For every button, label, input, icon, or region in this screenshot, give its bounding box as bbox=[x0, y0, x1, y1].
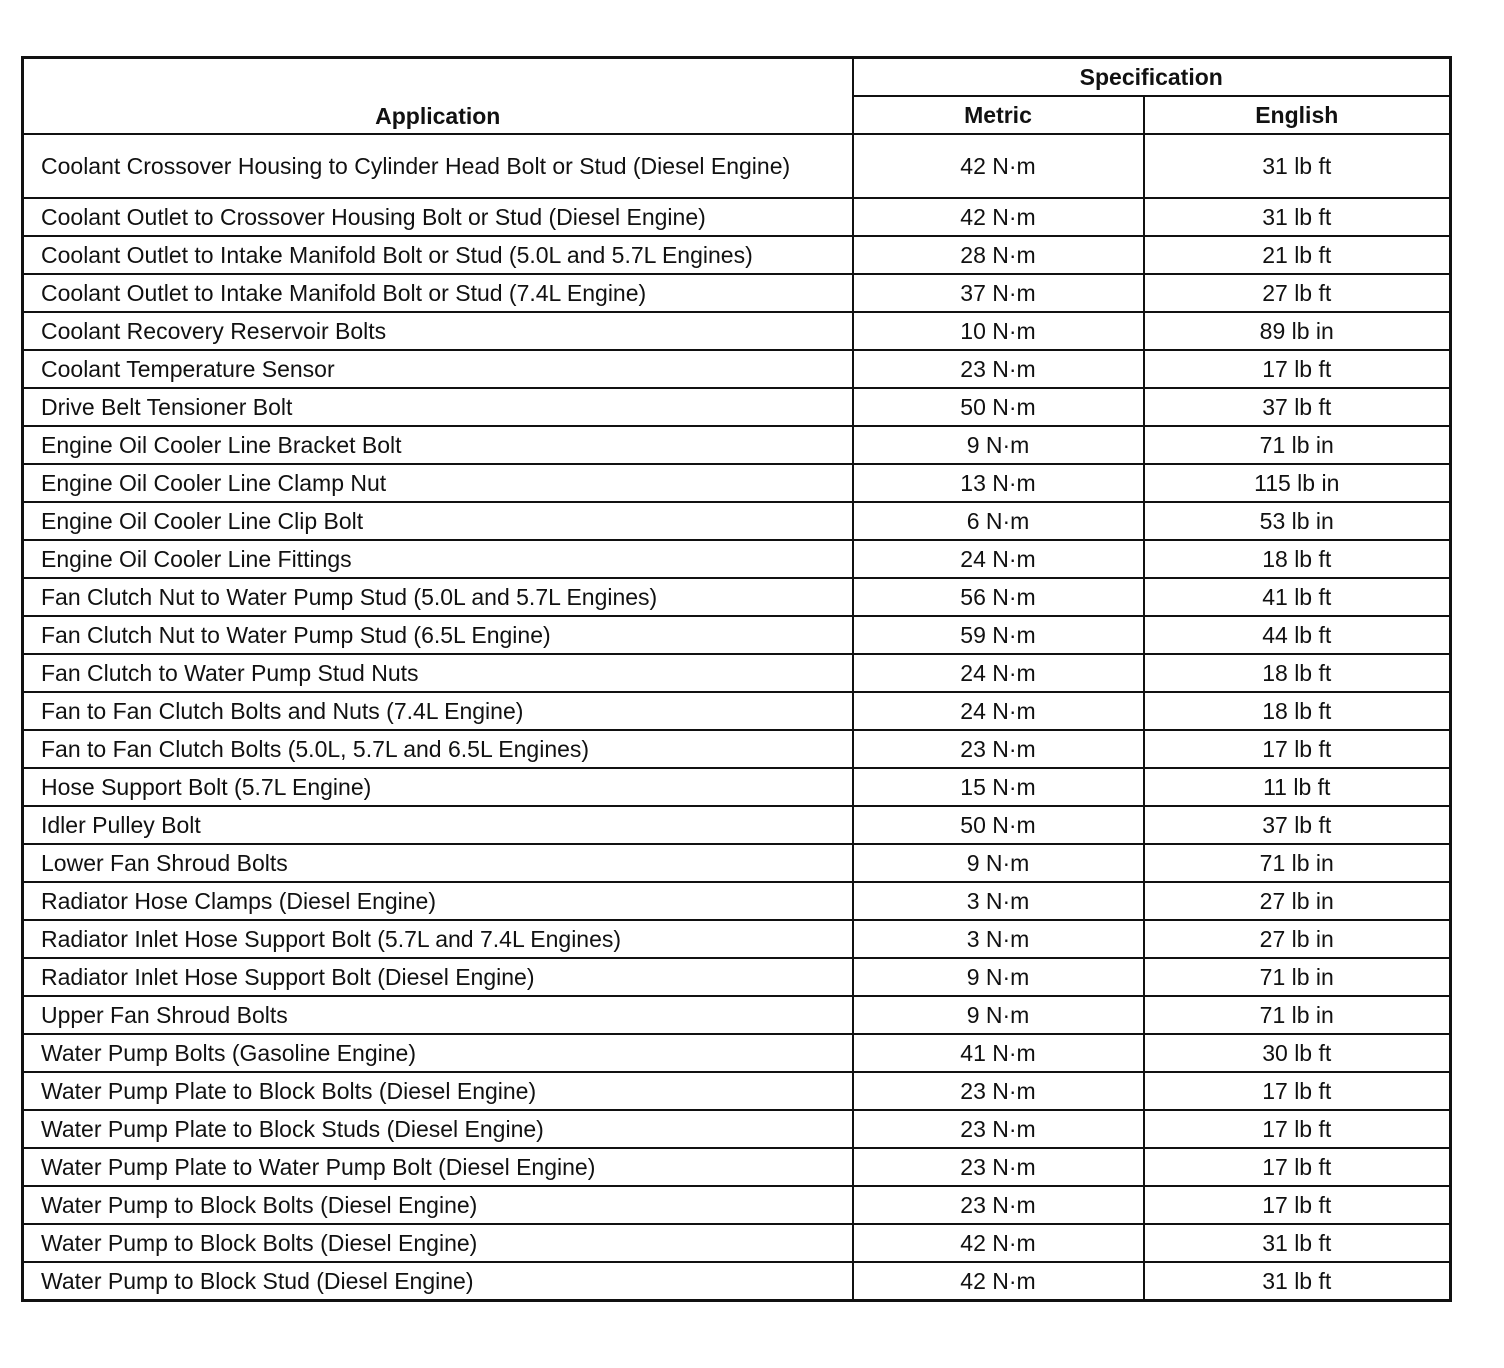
torque-spec-table bbox=[21, 56, 1452, 1302]
metric-cell: 24 N·m bbox=[853, 540, 1144, 578]
english-cell: 27 lb in bbox=[1144, 920, 1451, 958]
table-row bbox=[23, 920, 1451, 958]
metric-cell: 42 N·m bbox=[853, 1224, 1144, 1262]
table-row bbox=[23, 1186, 1451, 1224]
application-cell: Water Pump Bolts (Gasoline Engine) bbox=[23, 1034, 853, 1072]
application-cell: Water Pump to Block Bolts (Diesel Engine) bbox=[23, 1224, 853, 1262]
application-cell: Fan to Fan Clutch Bolts and Nuts (7.4L Engine) bbox=[23, 692, 853, 730]
application-cell: Engine Oil Cooler Line Clip Bolt bbox=[23, 502, 853, 540]
table-row bbox=[23, 502, 1451, 540]
table-row bbox=[23, 198, 1451, 236]
application-cell: Coolant Temperature Sensor bbox=[23, 350, 853, 388]
table-row bbox=[23, 388, 1451, 426]
table-row bbox=[23, 1224, 1451, 1262]
english-cell: 18 lb ft bbox=[1144, 540, 1451, 578]
metric-cell: 42 N·m bbox=[853, 134, 1144, 198]
application-cell: Fan Clutch Nut to Water Pump Stud (6.5L Engine) bbox=[23, 616, 853, 654]
metric-cell: 9 N·m bbox=[853, 844, 1144, 882]
table-body bbox=[23, 134, 1451, 1301]
application-cell: Engine Oil Cooler Line Fittings bbox=[23, 540, 853, 578]
english-cell: 31 lb ft bbox=[1144, 1224, 1451, 1262]
english-cell: 37 lb ft bbox=[1144, 388, 1451, 426]
application-cell: Lower Fan Shroud Bolts bbox=[23, 844, 853, 882]
application-cell: Water Pump Plate to Block Bolts (Diesel Engine) bbox=[23, 1072, 853, 1110]
table-row bbox=[23, 768, 1451, 806]
application-cell: Drive Belt Tensioner Bolt bbox=[23, 388, 853, 426]
table-row bbox=[23, 578, 1451, 616]
application-cell: Water Pump to Block Stud (Diesel Engine) bbox=[23, 1262, 853, 1301]
table-row bbox=[23, 1034, 1451, 1072]
metric-cell: 13 N·m bbox=[853, 464, 1144, 502]
table-row bbox=[23, 1148, 1451, 1186]
application-cell: Upper Fan Shroud Bolts bbox=[23, 996, 853, 1034]
english-cell: 44 lb ft bbox=[1144, 616, 1451, 654]
english-cell: 21 lb ft bbox=[1144, 236, 1451, 274]
application-cell: Radiator Inlet Hose Support Bolt (5.7L and 7.4L Engines) bbox=[23, 920, 853, 958]
application-cell: Water Pump Plate to Water Pump Bolt (Diesel Engine) bbox=[23, 1148, 853, 1186]
english-cell: 18 lb ft bbox=[1144, 692, 1451, 730]
table-row bbox=[23, 464, 1451, 502]
english-cell: 30 lb ft bbox=[1144, 1034, 1451, 1072]
application-cell: Fan Clutch Nut to Water Pump Stud (5.0L and 5.7L Engines) bbox=[23, 578, 853, 616]
english-cell: 89 lb in bbox=[1144, 312, 1451, 350]
metric-cell: 28 N·m bbox=[853, 236, 1144, 274]
metric-cell: 23 N·m bbox=[853, 1148, 1144, 1186]
application-cell: Radiator Inlet Hose Support Bolt (Diesel Engine) bbox=[23, 958, 853, 996]
english-cell: 17 lb ft bbox=[1144, 1148, 1451, 1186]
english-cell: 17 lb ft bbox=[1144, 730, 1451, 768]
english-cell: 71 lb in bbox=[1144, 844, 1451, 882]
metric-cell: 23 N·m bbox=[853, 730, 1144, 768]
metric-cell: 6 N·m bbox=[853, 502, 1144, 540]
english-cell: 71 lb in bbox=[1144, 426, 1451, 464]
english-cell: 17 lb ft bbox=[1144, 1110, 1451, 1148]
metric-cell: 9 N·m bbox=[853, 958, 1144, 996]
english-cell: 31 lb ft bbox=[1144, 1262, 1451, 1301]
english-cell: 17 lb ft bbox=[1144, 1186, 1451, 1224]
english-cell: 18 lb ft bbox=[1144, 654, 1451, 692]
table-row bbox=[23, 616, 1451, 654]
metric-cell: 15 N·m bbox=[853, 768, 1144, 806]
english-cell: 41 lb ft bbox=[1144, 578, 1451, 616]
metric-cell: 9 N·m bbox=[853, 426, 1144, 464]
english-cell: 31 lb ft bbox=[1144, 198, 1451, 236]
application-cell: Fan to Fan Clutch Bolts (5.0L, 5.7L and 6.5L Engines) bbox=[23, 730, 853, 768]
english-cell: 37 lb ft bbox=[1144, 806, 1451, 844]
metric-cell: 56 N·m bbox=[853, 578, 1144, 616]
english-cell: 115 lb in bbox=[1144, 464, 1451, 502]
metric-cell: 9 N·m bbox=[853, 996, 1144, 1034]
table-row bbox=[23, 134, 1451, 198]
specification-header: Specification bbox=[853, 58, 1451, 97]
application-cell: Coolant Outlet to Crossover Housing Bolt or Stud (Diesel Engine) bbox=[23, 198, 853, 236]
metric-cell: 10 N·m bbox=[853, 312, 1144, 350]
metric-header: Metric bbox=[853, 96, 1144, 134]
application-cell: Radiator Hose Clamps (Diesel Engine) bbox=[23, 882, 853, 920]
application-cell: Engine Oil Cooler Line Clamp Nut bbox=[23, 464, 853, 502]
table-row bbox=[23, 996, 1451, 1034]
metric-cell: 23 N·m bbox=[853, 350, 1144, 388]
application-cell: Coolant Outlet to Intake Manifold Bolt or Stud (5.0L and 5.7L Engines) bbox=[23, 236, 853, 274]
metric-cell: 23 N·m bbox=[853, 1186, 1144, 1224]
metric-cell: 23 N·m bbox=[853, 1110, 1144, 1148]
table-header bbox=[23, 58, 1451, 135]
table-row bbox=[23, 312, 1451, 350]
table-row bbox=[23, 426, 1451, 464]
english-cell: 71 lb in bbox=[1144, 958, 1451, 996]
metric-cell: 50 N·m bbox=[853, 388, 1144, 426]
application-cell: Idler Pulley Bolt bbox=[23, 806, 853, 844]
application-cell: Water Pump to Block Bolts (Diesel Engine) bbox=[23, 1186, 853, 1224]
application-cell: Coolant Outlet to Intake Manifold Bolt or Stud (7.4L Engine) bbox=[23, 274, 853, 312]
table-row bbox=[23, 540, 1451, 578]
metric-cell: 59 N·m bbox=[853, 616, 1144, 654]
metric-cell: 37 N·m bbox=[853, 274, 1144, 312]
application-cell: Coolant Crossover Housing to Cylinder Head Bolt or Stud (Diesel Engine) bbox=[23, 134, 853, 198]
table-row bbox=[23, 844, 1451, 882]
application-cell: Hose Support Bolt (5.7L Engine) bbox=[23, 768, 853, 806]
english-cell: 71 lb in bbox=[1144, 996, 1451, 1034]
application-cell: Coolant Recovery Reservoir Bolts bbox=[23, 312, 853, 350]
application-cell: Fan Clutch to Water Pump Stud Nuts bbox=[23, 654, 853, 692]
metric-cell: 23 N·m bbox=[853, 1072, 1144, 1110]
table-row bbox=[23, 274, 1451, 312]
english-cell: 17 lb ft bbox=[1144, 1072, 1451, 1110]
metric-cell: 42 N·m bbox=[853, 1262, 1144, 1301]
english-cell: 53 lb in bbox=[1144, 502, 1451, 540]
metric-cell: 24 N·m bbox=[853, 692, 1144, 730]
metric-cell: 42 N·m bbox=[853, 198, 1144, 236]
table-row bbox=[23, 806, 1451, 844]
english-cell: 27 lb in bbox=[1144, 882, 1451, 920]
table-row bbox=[23, 958, 1451, 996]
english-cell: 11 lb ft bbox=[1144, 768, 1451, 806]
table-row bbox=[23, 1110, 1451, 1148]
table-row bbox=[23, 730, 1451, 768]
header-row-top bbox=[23, 58, 1451, 97]
application-header: Application bbox=[23, 58, 853, 135]
table-row bbox=[23, 236, 1451, 274]
application-cell: Water Pump Plate to Block Studs (Diesel Engine) bbox=[23, 1110, 853, 1148]
metric-cell: 3 N·m bbox=[853, 882, 1144, 920]
application-cell: Engine Oil Cooler Line Bracket Bolt bbox=[23, 426, 853, 464]
metric-cell: 3 N·m bbox=[853, 920, 1144, 958]
table-row bbox=[23, 1262, 1451, 1301]
metric-cell: 41 N·m bbox=[853, 1034, 1144, 1072]
english-cell: 27 lb ft bbox=[1144, 274, 1451, 312]
english-cell: 17 lb ft bbox=[1144, 350, 1451, 388]
metric-cell: 50 N·m bbox=[853, 806, 1144, 844]
table-row bbox=[23, 882, 1451, 920]
english-header: English bbox=[1144, 96, 1451, 134]
metric-cell: 24 N·m bbox=[853, 654, 1144, 692]
table-row bbox=[23, 654, 1451, 692]
table-row bbox=[23, 350, 1451, 388]
table-row bbox=[23, 692, 1451, 730]
table-row bbox=[23, 1072, 1451, 1110]
english-cell: 31 lb ft bbox=[1144, 134, 1451, 198]
